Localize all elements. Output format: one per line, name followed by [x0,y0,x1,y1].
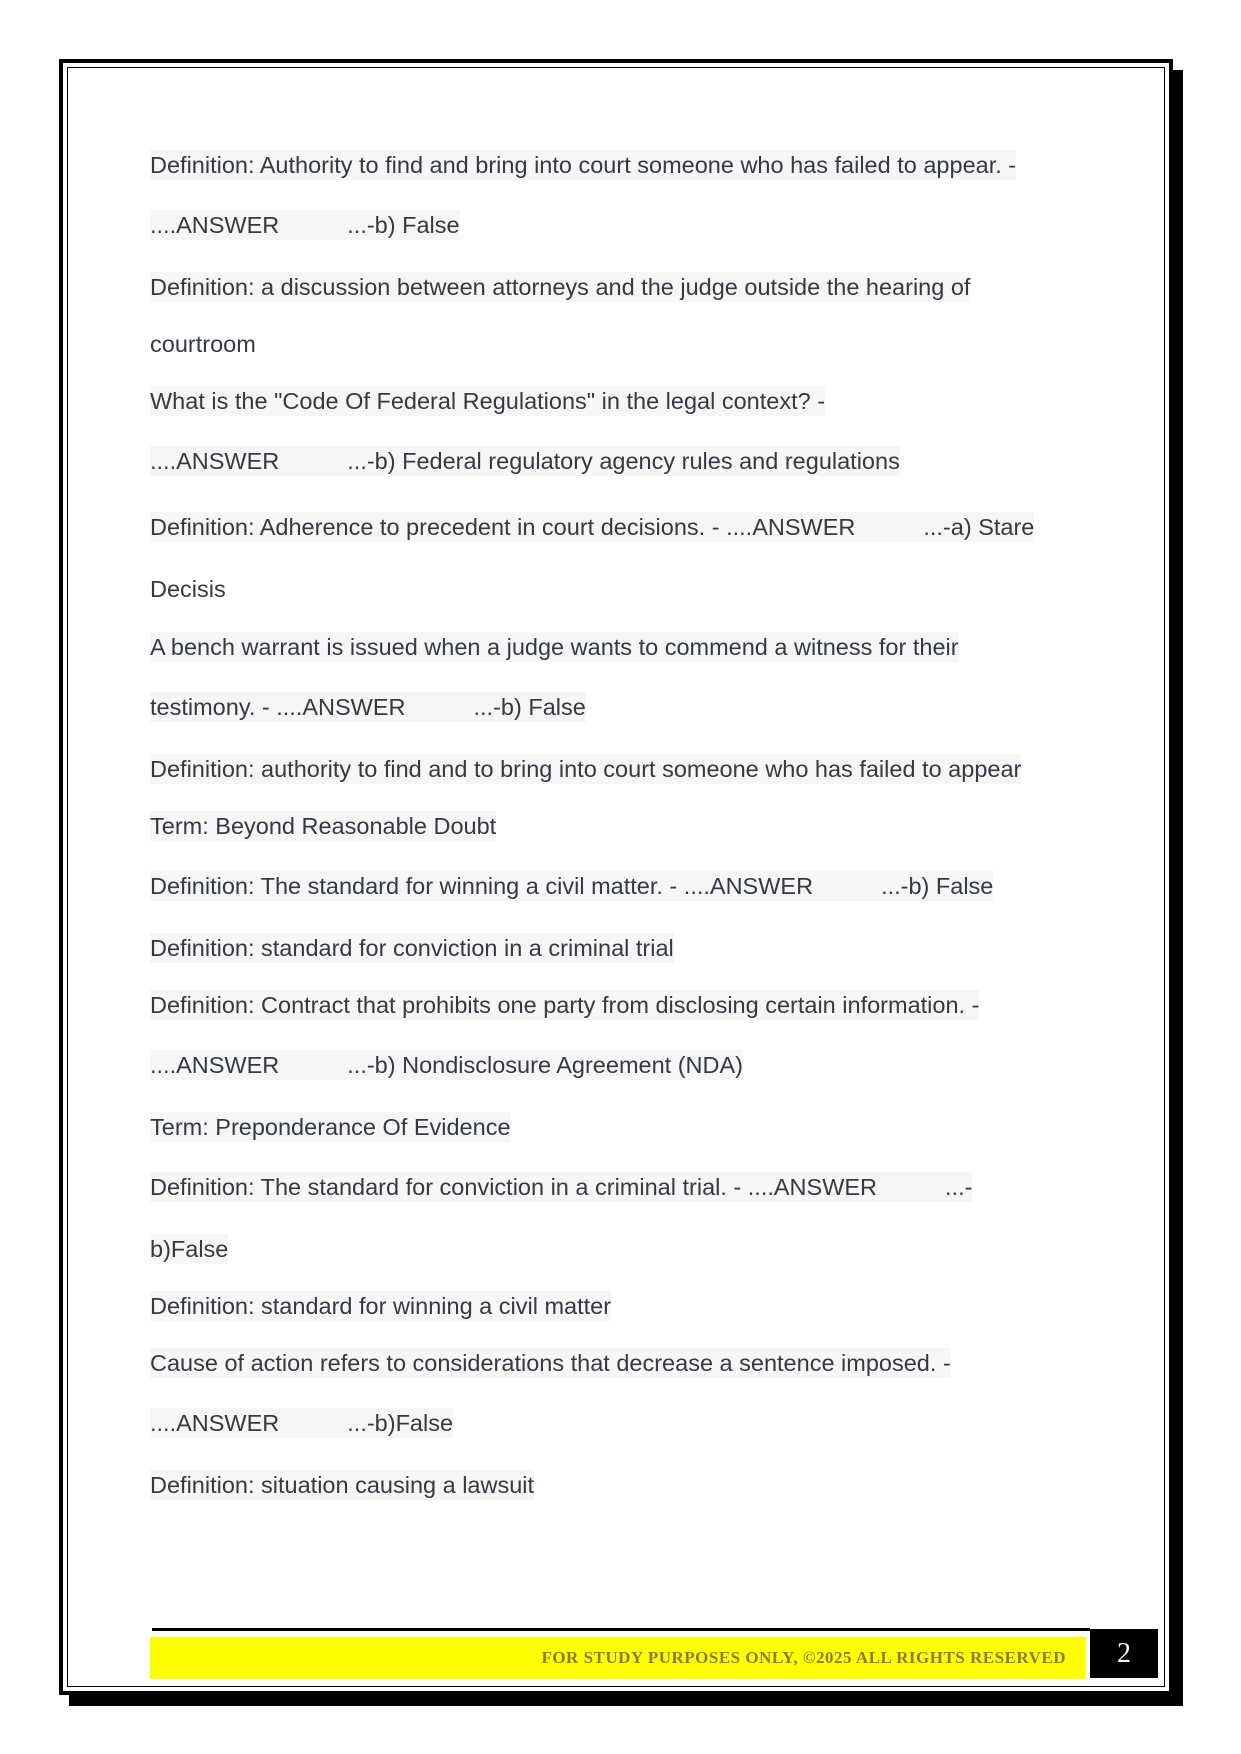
footer-notice: FOR STUDY PURPOSES ONLY, ©2025 ALL RIGHTS RESERVED [541,1648,1066,1667]
text-line: courtroom [150,331,256,357]
text-line: b)False [150,1236,229,1262]
answer-line: Definition: Adherence to precedent in court decisions. - ....ANSWER ...-a) Stare [150,514,1035,540]
text-line: Term: Preponderance Of Evidence [150,1114,511,1140]
answer-line: ....ANSWER ...-b) False [150,212,460,238]
answer-line: Definition: The standard for winning a civil matter. - ....ANSWER ...-b) False [150,873,994,899]
answer-line: Definition: The standard for conviction in a criminal trial. - ....ANSWER ...- [150,1174,973,1200]
answer-line: ....ANSWER ...-b) Nondisclosure Agreement (NDA) [150,1052,743,1078]
footer-rule [152,1628,1090,1631]
text-line: Cause of action refers to considerations that decrease a sentence imposed. - [150,1350,951,1376]
text-line: What is the "Code Of Federal Regulations" in the legal context? - [150,388,826,414]
text-line: Definition: authority to find and to bring into court someone who has failed to appear [150,756,1022,782]
footer-bar [150,1637,1086,1679]
text-line: Definition: standard for conviction in a criminal trial [150,935,674,961]
text-line: Definition: situation causing a lawsuit [150,1472,535,1498]
answer-line: ....ANSWER ...-b) Federal regulatory agency rules and regulations [150,448,900,474]
text-line: Definition: standard for winning a civil matter [150,1293,612,1319]
answer-line: testimony. - ....ANSWER ...-b) False [150,694,586,720]
text-line: Term: Beyond Reasonable Doubt [150,813,497,839]
text-line: Definition: a discussion between attorneys and the judge outside the hearing of [150,274,971,300]
answer-line: ....ANSWER ...-b)False [150,1410,454,1436]
text-line: Definition: Contract that prohibits one party from disclosing certain information. - [150,992,980,1018]
text-line: Decisis [150,576,226,602]
text-line: A bench warrant is issued when a judge wants to commend a witness for their [150,634,959,660]
text-line: Definition: Authority to find and bring into court someone who has failed to appear. - [150,152,1017,178]
page-number: 2 [1090,1629,1158,1678]
